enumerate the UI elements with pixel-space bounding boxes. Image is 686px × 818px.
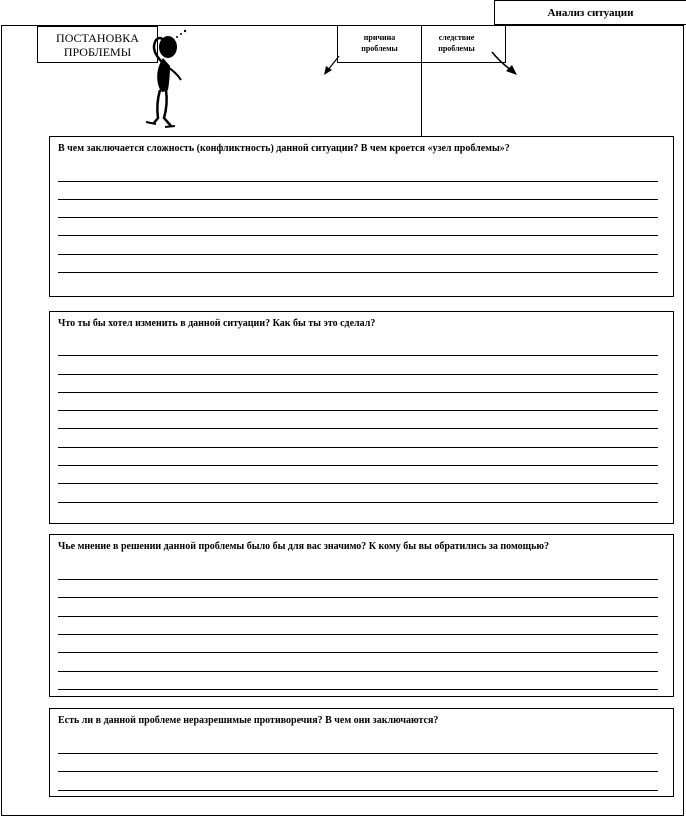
answer-line[interactable] <box>58 502 658 503</box>
page-title-line1: ПОСТАНОВКА <box>56 30 139 45</box>
answer-line[interactable] <box>58 652 658 653</box>
section-tab-label: Анализ ситуации <box>547 6 634 19</box>
answer-line[interactable] <box>58 771 658 772</box>
answer-line[interactable] <box>58 272 658 273</box>
answer-line[interactable] <box>58 355 658 356</box>
answer-line[interactable] <box>58 410 658 411</box>
question-box-contradictions <box>49 708 674 797</box>
answer-line[interactable] <box>58 428 658 429</box>
answer-line[interactable] <box>58 616 658 617</box>
question-box-complexity <box>49 136 674 297</box>
answer-line[interactable] <box>58 483 658 484</box>
effect-label-line2: проблемы <box>438 44 475 53</box>
header-illustration <box>0 0 686 140</box>
cause-label-line1: причина <box>363 33 396 42</box>
answer-line[interactable] <box>58 217 658 218</box>
question-text: Чье мнение в решении данной проблемы было бы для вас значимо? К кому бы вы обратились за помощью? <box>58 541 550 552</box>
answer-line[interactable] <box>58 579 658 580</box>
answer-line[interactable] <box>58 465 658 466</box>
answer-line[interactable] <box>58 597 658 598</box>
effect-label-line1: следствие <box>438 33 475 42</box>
answer-line[interactable] <box>58 181 658 182</box>
answer-line[interactable] <box>58 235 658 236</box>
answer-line[interactable] <box>58 447 658 448</box>
answer-line[interactable] <box>58 374 658 375</box>
answer-line[interactable] <box>58 254 658 255</box>
answer-line[interactable] <box>58 790 658 791</box>
question-text: Что ты бы хотел изменить в данной ситуации? Как бы ты это сделал? <box>58 318 376 329</box>
answer-line[interactable] <box>58 199 658 200</box>
answer-line[interactable] <box>58 392 658 393</box>
answer-line[interactable] <box>58 753 658 754</box>
answer-line[interactable] <box>58 634 658 635</box>
thinking-person-icon <box>146 30 186 127</box>
question-text: В чем заключается сложность (конфликтность) данной ситуации? В чем кроется «узел проблемы»? <box>58 143 510 154</box>
arrow-down-left-icon <box>324 56 339 75</box>
question-text: Есть ли в данной проблеме неразрешимые противоречия? В чем они заключаются? <box>58 715 439 726</box>
cause-label-line2: проблемы <box>361 44 398 53</box>
answer-line[interactable] <box>58 671 658 672</box>
page-title-line2: ПРОБЛЕМЫ <box>63 44 132 59</box>
question-box-change <box>49 311 674 524</box>
question-box-opinion <box>49 534 674 697</box>
answer-line[interactable] <box>58 689 658 690</box>
arrow-down-right-icon <box>492 52 517 75</box>
